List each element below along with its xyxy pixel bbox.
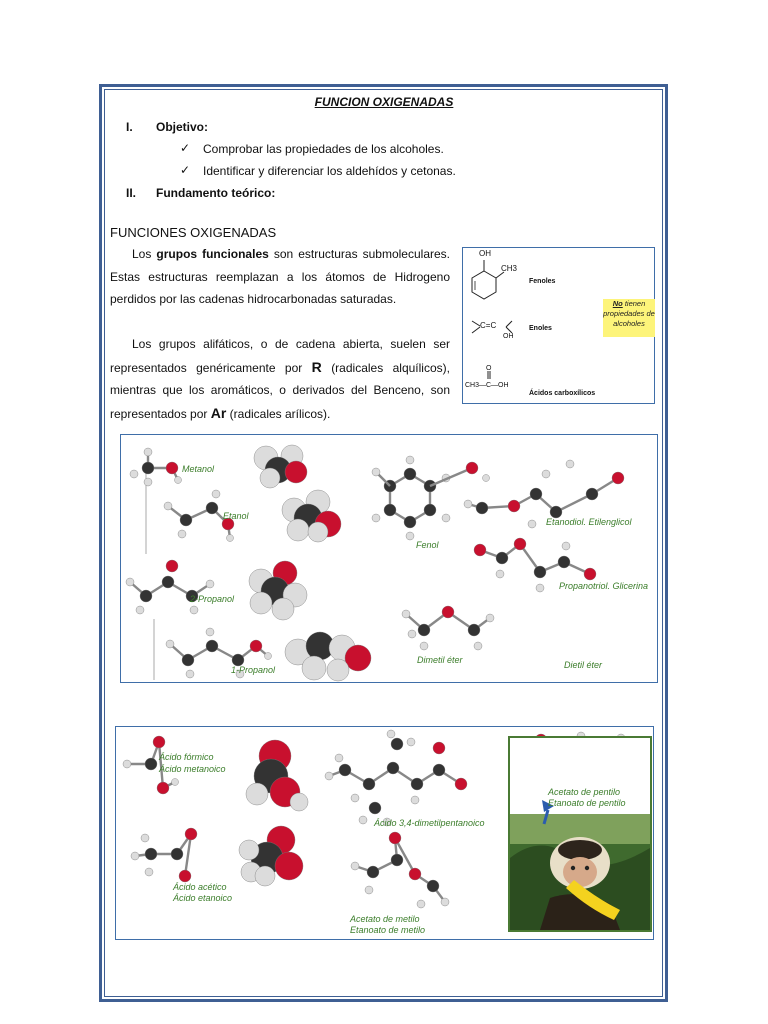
oxygen-atom (409, 868, 421, 880)
section-number: II. (126, 186, 137, 200)
hydrogen-atom (406, 456, 414, 464)
objective-item: Identificar y diferenciar los aldehídos y cetonas. (203, 164, 456, 178)
carbon-atom (468, 624, 480, 636)
hydrogen-atom (186, 670, 194, 678)
hydrogen-atom (536, 584, 544, 592)
hydrogen-atom (486, 614, 494, 622)
carbon-atom (404, 516, 416, 528)
hydrogen-atom (325, 772, 333, 780)
oxygen-atom (285, 461, 307, 483)
label-acido-formico: Ácido fórmico (159, 752, 214, 762)
oxygen-atom (157, 782, 169, 794)
hydrogen-atom (144, 478, 152, 486)
carbon-atom (145, 848, 157, 860)
highlight-note (603, 299, 655, 337)
hydrogen-atom (420, 642, 428, 650)
carbon-atom (391, 738, 403, 750)
carbon-atom (369, 802, 381, 814)
hydrogen-atom (474, 642, 482, 650)
label-2-propanol: 2-Propanol (190, 594, 235, 604)
oxygen-atom (166, 560, 178, 572)
hydrogen-atom (206, 580, 214, 588)
label-acido-metanoico: Ácido metanoico (159, 764, 226, 774)
carbon-atom (586, 488, 598, 500)
paragraph-text: (radicales alquílicos), mientras que los aromáticos, o derivados del Benceno, son representados por (110, 360, 450, 421)
hydrogen-atom (206, 628, 214, 636)
hydrogen-atom (562, 542, 570, 550)
formula-enol-oh: OH (503, 333, 514, 340)
hydrogen-atom (190, 606, 198, 614)
carbon-atom (427, 880, 439, 892)
label-enoles: Enoles (529, 325, 552, 332)
hydrogen-atom (144, 448, 152, 456)
carbon-atom (140, 590, 152, 602)
carbon-atom (476, 502, 488, 514)
label-fenol: Fenol (416, 540, 439, 550)
section-label: Fundamento teórico: (156, 186, 276, 200)
oxygen-atom (466, 462, 478, 474)
check-icon: ✓ (180, 163, 191, 177)
carbon-atom (496, 552, 508, 564)
label-dimetil-eter: Dimetil éter (417, 655, 463, 665)
hydrogen-atom (542, 470, 550, 478)
oxygen-atom (612, 472, 624, 484)
oxygen-atom (508, 500, 520, 512)
hydrogen-atom (417, 900, 425, 908)
label-etanoato-pentilo: Etanoato de pentilo (548, 798, 626, 808)
hydrogen-atom (411, 796, 419, 804)
label-acetato-pentilo: Acetato de pentilo (548, 787, 621, 797)
hydrogen-atom (359, 816, 367, 824)
hydrogen-atom (335, 754, 343, 762)
hydrogen-atom (178, 530, 186, 538)
page-title: FUNCION OXIGENADAS (314, 95, 454, 109)
carbon-atom (145, 758, 157, 770)
hydrogen-atom (166, 640, 174, 648)
hydrogen-atom (308, 522, 328, 542)
hydrogen-atom (126, 578, 134, 586)
hydrogen-atom (175, 477, 182, 484)
formula-acid: CH3—C—OH (465, 382, 509, 389)
hydrogen-atom (302, 656, 326, 680)
carbon-atom (433, 764, 445, 776)
hydrogen-atom (327, 659, 349, 681)
hydrogen-atom (442, 514, 450, 522)
note-emphasis: No (612, 299, 623, 308)
label-dimetilpentanoico: Ácido 3,4-dimetilpentanoico (374, 818, 485, 828)
hydrogen-atom (290, 793, 308, 811)
carbon-atom (339, 764, 351, 776)
carbon-atom (404, 468, 416, 480)
paragraph-text: (radicales arílicos). (229, 406, 331, 421)
hydrogen-atom (365, 886, 373, 894)
paragraph-text: Los (132, 247, 152, 261)
hydrogen-atom (131, 852, 139, 860)
symbol-r: R (311, 358, 322, 375)
paragraph-text: son estructuras submoleculares. Estas estructuras reemplazan a los átomos de Hidrogeno perdidos por las cadenas hidrocarbonadas saturadas. (110, 247, 450, 307)
hydrogen-atom (406, 532, 414, 540)
paragraph-radicals (110, 333, 450, 425)
formula-enol: C=C (480, 321, 497, 330)
label-propanotriol: Propanotriol. Glicerina (559, 581, 649, 591)
objective-item: Comprobar las propiedades de los alcoholes. (203, 142, 444, 156)
hydrogen-atom (227, 535, 234, 542)
hydrogen-atom (255, 866, 275, 886)
hydrogen-atom (260, 468, 280, 488)
hydrogen-atom (402, 610, 410, 618)
carbon-atom (558, 556, 570, 568)
bond (430, 468, 472, 486)
hydrogen-atom (441, 898, 449, 906)
oxygen-atom (455, 778, 467, 790)
oxygen-atom (433, 742, 445, 754)
hydrogen-atom (172, 779, 179, 786)
hydrogen-atom (212, 490, 220, 498)
paragraph-groups (110, 243, 450, 311)
section-heading: FUNCIONES OXIGENADAS (110, 225, 277, 240)
hydrogen-atom (387, 730, 395, 738)
hydrogen-atom (351, 794, 359, 802)
hydrogen-atom (145, 868, 153, 876)
hydrogen-atom (496, 570, 504, 578)
hydrogen-atom (250, 592, 272, 614)
carbon-atom (171, 848, 183, 860)
oxygen-atom (166, 462, 178, 474)
oxygen-atom (275, 852, 303, 880)
label-fenoles: Fenoles (529, 278, 556, 285)
section-label: Objetivo: (156, 120, 209, 134)
oxygen-atom (389, 832, 401, 844)
paragraph-text: Los grupos alifáticos, o de cadena abierta, suelen ser representados genéricamente por (110, 337, 450, 375)
carbon-atom (391, 854, 403, 866)
carbon-atom (530, 488, 542, 500)
hydrogen-atom (408, 630, 416, 638)
label-1-propanol: 1-Propanol (231, 665, 276, 675)
hydrogen-atom (566, 460, 574, 468)
hydrogen-atom (372, 514, 380, 522)
hydrogen-atom (407, 738, 415, 746)
note-text: tienen propiedades de alcoholes (603, 299, 655, 328)
hydrogen-atom (141, 834, 149, 842)
oxygen-atom (474, 544, 486, 556)
hydrogen-atom (272, 598, 294, 620)
hydrogen-atom (265, 653, 272, 660)
oxygen-atom (345, 645, 371, 671)
carbon-atom (424, 504, 436, 516)
symbol-ar: Ar (210, 404, 227, 421)
hydrogen-atom (372, 468, 380, 476)
label-acido-acetico: Ácido acético (173, 882, 227, 892)
term-bold: grupos funcionales (156, 247, 269, 261)
section-number: I. (126, 120, 133, 134)
hydrogen-atom (287, 519, 309, 541)
label-acido-etanoico: Ácido etanoico (173, 893, 233, 903)
oxygen-atom (185, 828, 197, 840)
oxygen-atom (250, 640, 262, 652)
carbon-atom (534, 566, 546, 578)
label-etanol: Etanol (223, 511, 249, 521)
label-etanodiol: Etanodiol. Etilenglicol (546, 517, 632, 527)
hydrogen-atom (136, 606, 144, 614)
label-dietil-eter: Dietil éter (564, 660, 603, 670)
hydrogen-atom (528, 520, 536, 528)
hydrogen-atom (483, 475, 490, 482)
hydrogen-atom (464, 500, 472, 508)
carbon-atom (142, 462, 154, 474)
label-acidos: Ácidos carboxílicos (529, 390, 596, 397)
oxygen-atom (442, 606, 454, 618)
oxygen-atom (584, 568, 596, 580)
hydrogen-atom (130, 470, 138, 478)
label-acetato-metilo: Acetato de metilo (350, 914, 420, 924)
carbon-atom (363, 778, 375, 790)
oxygen-atom (514, 538, 526, 550)
carbon-atom (384, 504, 396, 516)
carbon-atom (367, 866, 379, 878)
oxygen-atom (179, 870, 191, 882)
formula-oh: OH (479, 249, 491, 258)
label-etanoato-metilo: Etanoato de metilo (350, 925, 426, 935)
carbon-atom (418, 624, 430, 636)
check-icon: ✓ (180, 141, 191, 155)
formula-ch3: CH3 (501, 264, 518, 273)
hydrogen-atom (351, 862, 359, 870)
hydrogen-atom (239, 840, 259, 860)
carbon-atom (182, 654, 194, 666)
monkey-photo (510, 738, 650, 930)
label-metanol: Metanol (182, 464, 215, 474)
formula-acid-o: O (486, 365, 492, 372)
carbon-atom (411, 778, 423, 790)
hydrogen-atom (164, 502, 172, 510)
oxygen-atom (153, 736, 165, 748)
hydrogen-atom (123, 760, 131, 768)
carbon-atom (206, 502, 218, 514)
carbon-atom (387, 762, 399, 774)
carbon-atom (162, 576, 174, 588)
carbon-atom (206, 640, 218, 652)
hydrogen-atom (246, 783, 268, 805)
carbon-atom (180, 514, 192, 526)
